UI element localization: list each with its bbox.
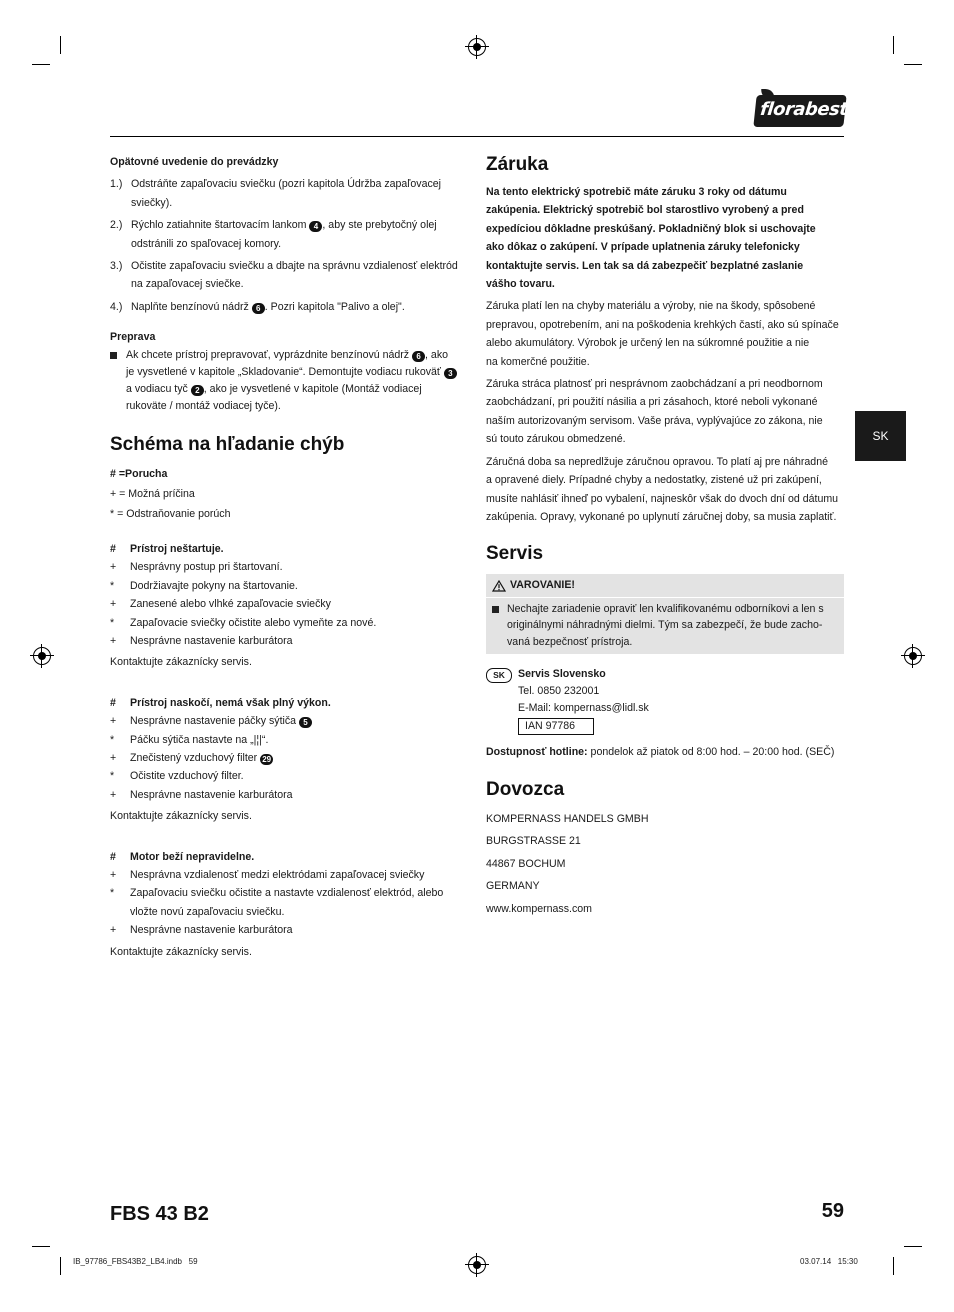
reopen-heading: Opätovné uvedenie do prevádzky [110,156,279,168]
list-item: + Nesprávne nastavenie karburátora [110,632,468,650]
cause-text: Znečistený vzduchový filter [130,751,258,764]
list-item: * Zapaľovacie sviečky očistite alebo vymeňte za nové. [110,614,468,632]
warranty-paragraph: Záruka platí len na chyby materiálu a výroby, nie na škody, spôsobené prepravou, opotrebením, ani na poškodenia krehkých častí, ako sú spínače alebo akumulátory. Výrobok je určený len na súkromné použitie a nie na komerčné použitie. [486,300,839,368]
registration-mark-icon [33,647,51,665]
step-number: 2.) [110,219,123,232]
contact-service-text: Kontaktujte zákaznícky servis. [110,656,252,669]
legend-symbol: + = [110,488,126,501]
fault-heading: # Prístroj neštartuje. [110,540,468,558]
importer-address: KOMPERNASS HANDELS GMBH BURGSTRASSE 21 44867 BOCHUM GERMANY www.kompernass.com [486,808,846,921]
legend-item [110,505,468,523]
remedy-text: vložte novú zapaľovaciu sviečku. [130,905,285,918]
warning-box [486,574,844,654]
troubleshoot-title: Schéma na hľadanie chýb [110,433,345,455]
transport-text: , ako je vysvetlené v kapitole (Montáž vodiacej [203,382,422,395]
list-item: * Zapaľovaciu sviečku očistite a nastavte vzdialenosť elektród, alebo vložte novú zapaľovaciu sviečku. [110,884,468,921]
list-item: + Znečistený vzduchový filter 29 [110,749,468,767]
fault-heading: # Prístroj naskočí, nemá však plný výkon. [110,694,468,712]
language-tab-label: SK [872,429,889,443]
part-number-badge: 3 [444,368,457,379]
service-center [486,666,846,735]
list-item: * Páčku sýtiča nastavte na „|¦|“. [110,731,468,749]
list-item: + Zanesené alebo vlhké zapaľovacie sviečky [110,595,468,613]
part-number-badge: 6 [412,351,425,362]
model-number: FBS 43 B2 [110,1203,209,1225]
legend-text: Odstraňovanie porúch [126,508,231,521]
part-number-badge: 4 [309,221,322,232]
cause-text: Zanesené alebo vlhké zapaľovacie sviečky [130,598,331,611]
cause-text: Nesprávny postup pri štartovaní. [130,561,283,574]
step-text: odstránili zo spaľovacej komory. [131,237,282,250]
hotline-hours: pondelok až piatok od 8:00 hod. – 20:00 hod. (SEČ) [590,746,835,759]
legend-text: Porucha [125,467,168,480]
transport-text: rukoväte / montáž vodiacej tyče). [126,399,281,412]
list-item: + Nesprávna vzdialenosť medzi elektródami zapaľovacej sviečky [110,866,468,884]
warning-text: Nechajte zariadenie opraviť len kvalifikovanému odborníkovi a len s [507,602,824,615]
service-email: E-Mail: kompernass@lidl.sk [518,702,649,715]
list-item [110,298,468,316]
cause-text: Nesprávna vzdialenosť medzi elektródami zapaľovacej sviečky [130,868,425,881]
brand-logo-text: florabest [759,99,849,120]
list-item: + Nesprávny postup pri štartovaní. [110,558,468,576]
service-title: Servis [486,543,544,565]
warranty-paragraph: Záruka stráca platnosť pri nesprávnom zaobchádzaní a pri neodbornom zaobchádzaní, pri použití násilia a pri zásahoch, ktoré neboli vykonané naším autorizovaným servisom. Vaše práva, vyplývajúce zo zákona, nie sú touto zárukou obmedzené. [486,378,823,446]
ian-box: IAN 97786 [518,718,594,735]
importer-title: Dovozca [486,778,565,800]
legend-item [110,465,468,483]
remedy-text: Zapaľovacie sviečky očistite alebo vymeňte za nové. [130,616,377,629]
warranty-intro: Na tento elektrický spotrebič máte záruku 3 roky od dátumu zakúpenia. Elektrický spotrebič bol starostlivo vyrobený a pred expedíciou dôkladne preskúšaný. Pokladničný blok si uschovajte ako dôkaz o zakúpení. V prípade uplatnenia záruky telefonicky kontaktujte servis. Len tak sa dá zabezpečiť bezplatné zaslanie vášho tovaru. [486,186,816,291]
crop-mark [893,36,894,54]
crop-mark [60,1257,61,1275]
warranty-paragraph: Záručná doba sa nepredlžuje záručnou opravou. To platí aj pre náhradné a opravené diely. Prípadné chyby a nedostatky, zistené už pri zakúpení, musíte nahlásiť ihneď po vybalení, najneskôr však do dvoch dní od dátumu zakúpenia. Opravy, vykonané po uplynutí záručnej doby, sa musia zaplatiť. [486,455,839,523]
leaf-icon [760,89,775,99]
crop-mark [904,64,922,65]
transport-text: Ak chcete prístroj prepravovať, vyprázdnite benzínovú nádrž [126,348,410,361]
step-text: Rýchlo zatiahnite štartovacím lankom [131,219,307,232]
fault-title: Prístroj neštartuje. [130,542,224,555]
part-number-badge: 5 [299,717,312,728]
cause-text: Nesprávne nastavenie karburátora [130,924,293,937]
legend-symbol: * = [110,508,124,521]
warning-title: VAROVANIE! [510,579,575,592]
part-number-badge: 2 [191,385,204,396]
contact-service-text: Kontaktujte zákaznícky servis. [110,945,252,958]
service-center-name: Servis Slovensko [518,668,606,681]
warranty-title: Záruka [486,154,549,175]
service-phone: Tel. 0850 232001 [518,685,600,698]
bullet-square-icon [110,352,117,359]
cause-text: Nesprávne nastavenie karburátora [130,634,293,647]
fault-heading: # Motor beží nepravidelne. [110,848,468,866]
list-item: + Nesprávne nastavenie páčky sýtiča 5 [110,712,468,730]
transport-text: je vysvetlené v kapitole „Skladovanie“. Demontujte vodiacu rukoväť [126,365,441,378]
warning-text: originálnymi náhradnými dielmi. Tým sa zabezpečí, že bude zacho- [507,619,823,632]
transport-text: a vodiacu tyč [126,382,188,395]
left-column [110,153,468,961]
list-item: + Nesprávne nastavenie karburátora [110,786,468,804]
step-text: Očistite zapaľovaciu sviečku a dbajte na správnu vzdialenosť elektród [131,260,458,273]
hotline-info [486,743,846,761]
list-item: + Nesprávne nastavenie karburátora [110,921,468,939]
legend-text: Možná príčina [128,488,195,501]
transport-heading: Preprava [110,331,156,344]
remedy-text: Zapaľovaciu sviečku očistite a nastavte vzdialenosť elektród, alebo [130,887,444,900]
list-item [110,257,468,294]
page-number: 59 [821,1200,844,1222]
header-rule [110,136,844,137]
remedy-text: Páčku sýtiča nastavte na „|¦|“. [130,733,269,746]
right-column [486,153,846,920]
crop-mark [32,64,50,65]
step-text: sviečky). [131,196,173,209]
list-item: * Očistite vzduchový filter. [110,767,468,785]
transport-text: , ako [425,348,449,361]
print-date: 03.07.14 15:30 [800,1257,858,1266]
contact-service-text: Kontaktujte zákaznícky servis. [110,810,252,823]
list-item: * Dodržiavajte pokyny na štartovanie. [110,577,468,595]
file-info: IB_97786_FBS43B2_LB4.indb 59 [73,1257,198,1266]
list-item [110,347,468,415]
importer-website: www.kompernass.com [486,902,592,915]
fault-title: Prístroj naskočí, nemá však plný výkon. [130,696,331,709]
remedy-text: Očistite vzduchový filter. [130,770,244,783]
crop-mark [60,36,61,54]
registration-mark-icon [468,38,486,56]
step-number: 4.) [110,300,123,313]
list-item [110,175,468,212]
part-number-badge: 6 [252,303,265,314]
crop-mark [904,1246,922,1247]
bullet-square-icon [492,606,499,613]
fault-title: Motor beží nepravidelne. [130,850,255,863]
crop-mark [893,1257,894,1275]
legend-symbol: # = [110,467,126,480]
step-text: na zapaľovacej sviečke. [131,278,244,291]
warning-text: vaná bezpečnosť prístroja. [507,635,633,648]
language-tab [855,411,906,461]
step-text: , aby ste prebytočný olej [322,219,437,232]
step-text: . Pozri kapitola "Palivo a olej". [264,300,405,313]
registration-mark-icon [468,1256,486,1274]
warning-triangle-icon [492,580,506,592]
part-number-badge: 29 [260,754,273,765]
step-number: 1.) [110,178,123,191]
registration-mark-icon [904,647,922,665]
list-item [110,216,468,253]
country-badge: SK [486,668,512,683]
step-text: Odstráňte zapaľovaciu sviečku (pozri kapitola Údržba zapaľovacej [131,178,442,191]
step-number: 3.) [110,260,123,273]
cause-text: Nesprávne nastavenie karburátora [130,788,293,801]
remedy-text: Dodržiavajte pokyny na štartovanie. [130,579,298,592]
crop-mark [32,1246,50,1247]
legend-item [110,485,468,503]
brand-logo [753,95,849,127]
step-text: Naplňte benzínovú nádrž [131,300,249,313]
cause-text: Nesprávne nastavenie páčky sýtiča [130,715,297,728]
hotline-label: Dostupnosť hotline: [486,746,588,759]
